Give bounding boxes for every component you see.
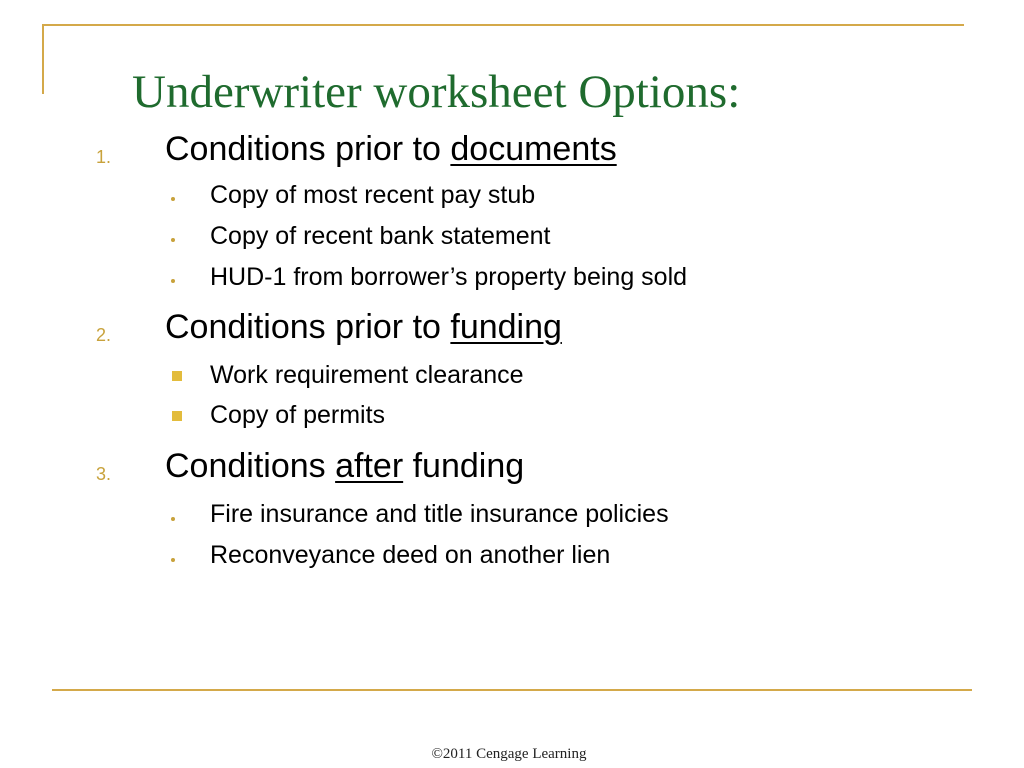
copyright-text: ©2011 Cengage Learning (431, 746, 587, 762)
list-item: Reconveyance deed on another lien (210, 541, 611, 569)
bullet-dot-icon (171, 197, 175, 201)
list-item: Fire insurance and title insurance policies (210, 500, 669, 528)
list-item: Copy of recent bank statement (210, 222, 551, 250)
bullet-dot-icon (171, 238, 175, 242)
condition-heading-2 (165, 307, 562, 347)
slide-title: Underwriter worksheet Options: (132, 66, 741, 118)
list-item: Copy of most recent pay stub (210, 181, 536, 209)
item-number: 1. (96, 147, 112, 167)
item-number: 3. (96, 464, 112, 484)
bullet-dot-icon (171, 517, 175, 521)
bullet-square-icon (172, 411, 182, 421)
heading-suffix: funding (403, 447, 525, 485)
frame-top-line (42, 24, 964, 26)
heading-emphasis: funding (450, 308, 562, 346)
heading-prefix: Conditions (165, 447, 336, 485)
bullet-dot-icon (171, 279, 175, 283)
list-item: HUD-1 from borrower’s property being sold (210, 263, 688, 291)
condition-heading-3 (165, 446, 524, 486)
item-number: 2. (96, 325, 112, 345)
bullet-square-icon (172, 371, 182, 381)
heading-emphasis: after (335, 447, 404, 485)
frame-left-line (42, 24, 44, 94)
heading-emphasis: documents (450, 130, 617, 168)
heading-prefix: Conditions prior to (165, 308, 451, 346)
list-item: Work requirement clearance (210, 361, 524, 389)
footer (0, 745, 1024, 763)
heading-prefix: Conditions prior to (165, 130, 451, 168)
list-item: Copy of permits (210, 401, 386, 429)
bullet-dot-icon (171, 558, 175, 562)
condition-heading-1 (165, 129, 617, 169)
frame-bottom-line (52, 689, 972, 691)
